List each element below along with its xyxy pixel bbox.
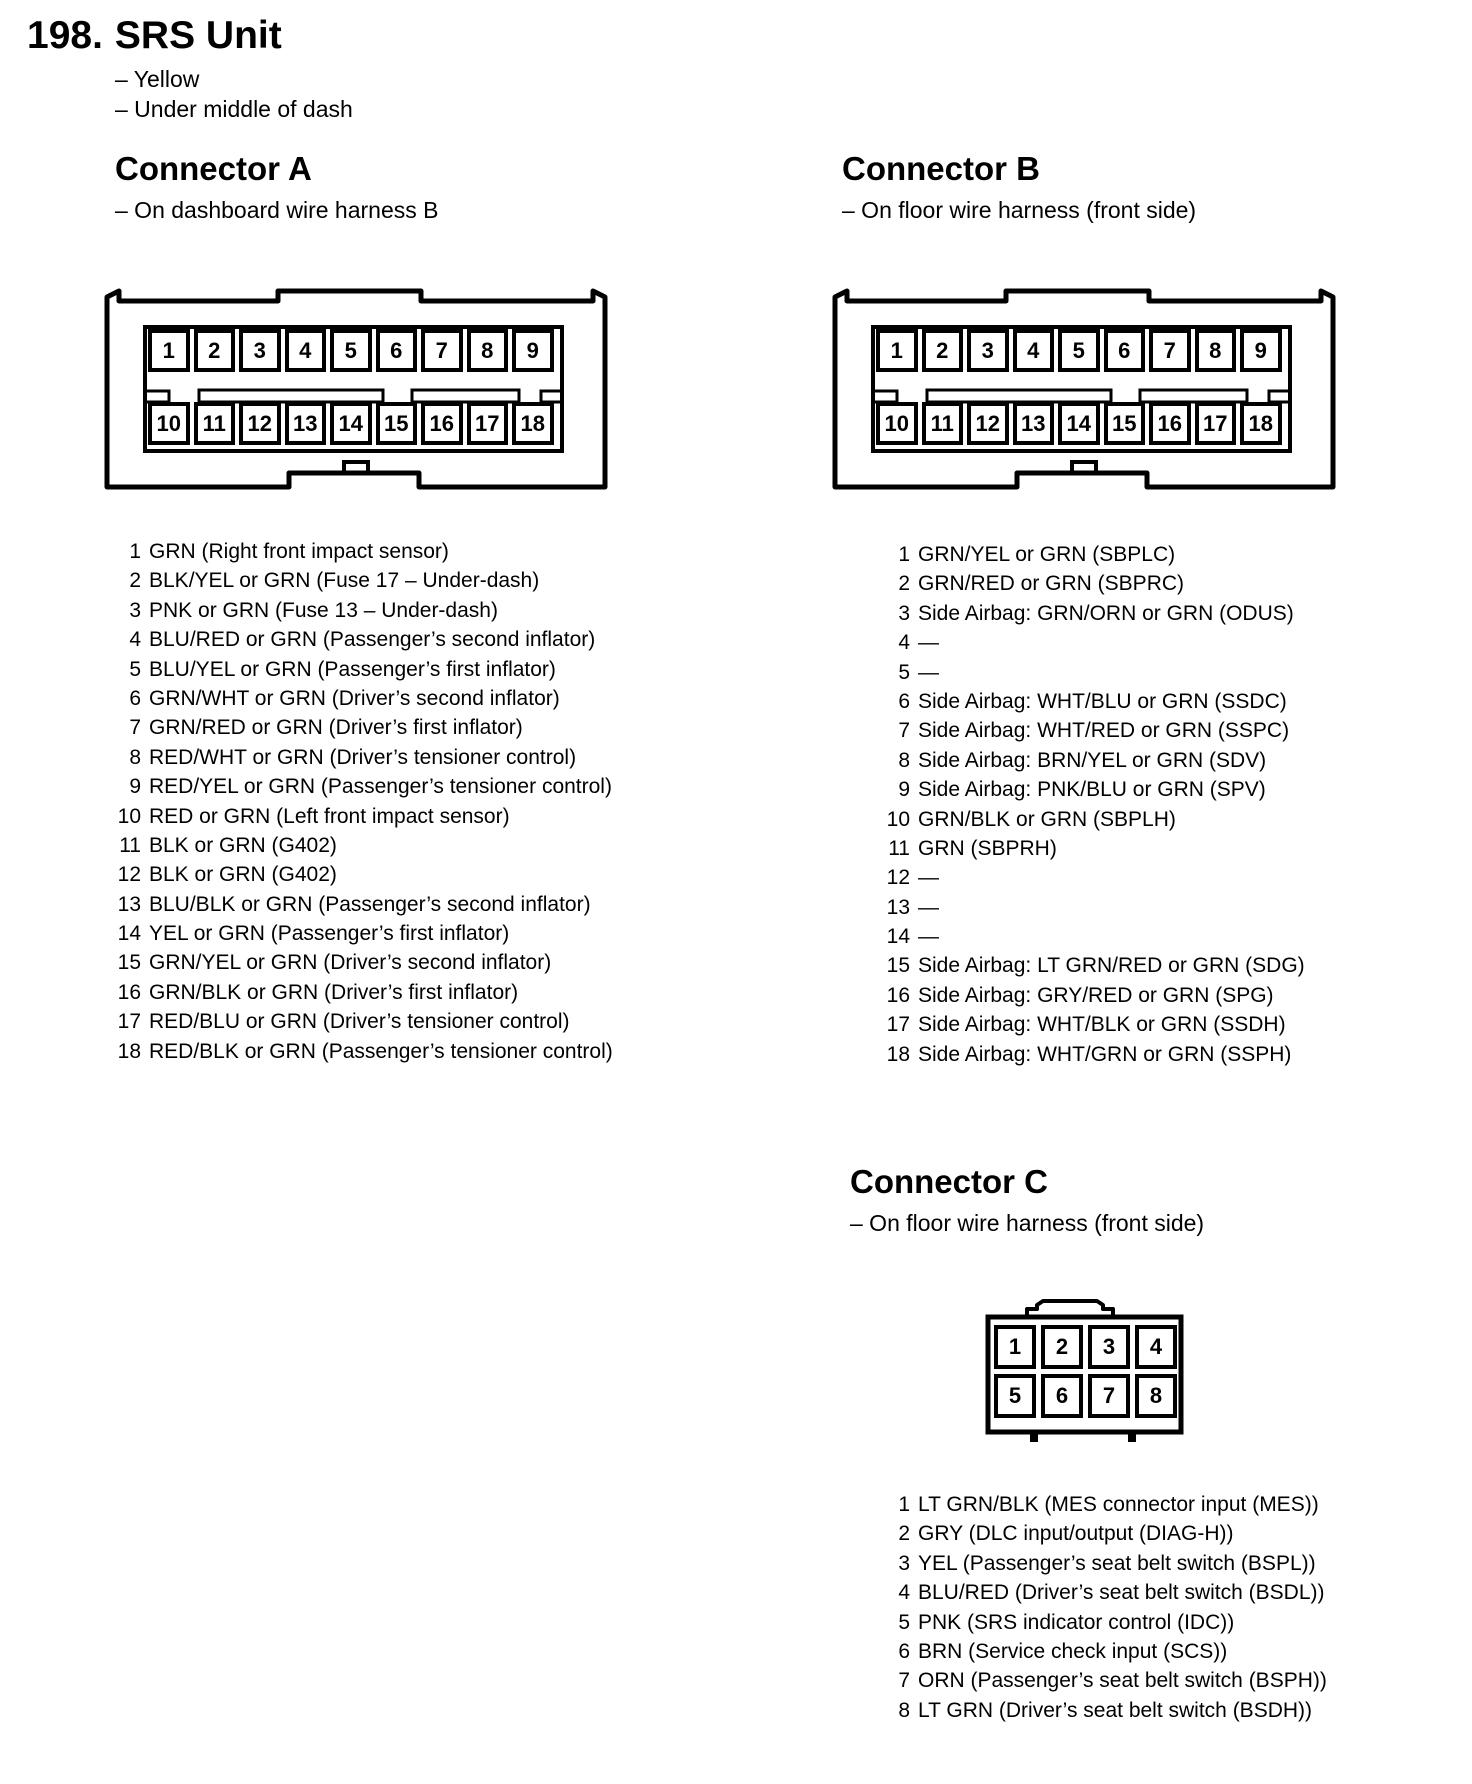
list-item: 15 Side Airbag: LT GRN/RED or GRN (SDG) xyxy=(886,954,1305,978)
list-item: 13 — xyxy=(886,895,939,919)
list-item: 15 GRN/YEL or GRN (Driver’s second inflator) xyxy=(117,951,552,975)
connector-a-pin: 16 xyxy=(421,402,463,445)
list-item: 12 BLK or GRN (G402) xyxy=(117,863,337,887)
list-item: 6 GRN/WHT or GRN (Driver’s second inflator) xyxy=(129,686,560,710)
list-item: 2 GRY (DLC input/output (DIAG-H)) xyxy=(898,1522,1234,1546)
location-note: – Under middle of dash xyxy=(115,96,353,122)
list-item: 18 Side Airbag: WHT/GRN or GRN (SSPH) xyxy=(886,1042,1292,1066)
connector-b-pin: 15 xyxy=(1104,402,1146,445)
connector-a-pin: 9 xyxy=(512,329,554,372)
list-item: 5 BLU/YEL or GRN (Passenger’s first inflator) xyxy=(129,657,556,681)
list-item: 14 — xyxy=(886,925,939,949)
list-item: 11 GRN (SBPRH) xyxy=(888,836,1057,860)
list-item: 14 YEL or GRN (Passenger’s first inflator) xyxy=(117,922,510,946)
list-item: 4 BLU/RED (Driver’s seat belt switch (BSDL)) xyxy=(898,1581,1325,1605)
list-item: 6 Side Airbag: WHT/BLU or GRN (SSDC) xyxy=(898,689,1287,713)
connector-a-pin: 17 xyxy=(467,402,509,445)
connector-a-pin: 4 xyxy=(285,329,327,372)
connector-a-pin: 2 xyxy=(194,329,236,372)
connector-b-pin: 18 xyxy=(1240,402,1282,445)
connector-a-pin: 3 xyxy=(239,329,281,372)
connector-c-pin: 2 xyxy=(1041,1325,1083,1369)
list-item: 7 ORN (Passenger’s seat belt switch (BSPH)) xyxy=(898,1669,1327,1693)
connector-b-pin: 7 xyxy=(1149,329,1191,372)
connector-a-pin: 6 xyxy=(376,329,418,372)
connector-b-pin: 2 xyxy=(922,329,964,372)
list-item: 10 RED or GRN (Left front impact sensor) xyxy=(117,804,510,828)
list-item: 2 GRN/RED or GRN (SBPRC) xyxy=(898,572,1185,596)
connector-c-pins xyxy=(994,1325,1177,1418)
connector-b-pin: 10 xyxy=(876,402,918,445)
list-item: 13 BLU/BLK or GRN (Passenger’s second inflator) xyxy=(117,892,591,916)
connector-b-pin: 17 xyxy=(1195,402,1237,445)
list-item: 4 — xyxy=(898,631,939,655)
list-item: 5 PNK (SRS indicator control (IDC)) xyxy=(898,1610,1235,1634)
connector-b-pin: 5 xyxy=(1058,329,1100,372)
connector-b-pin: 1 xyxy=(876,329,918,372)
list-item: 10 GRN/BLK or GRN (SBPLH) xyxy=(886,807,1176,831)
connector-c-pin: 1 xyxy=(994,1325,1036,1369)
connector-c-pin: 5 xyxy=(994,1374,1036,1418)
connector-b-diagram xyxy=(831,287,1341,492)
list-item: 18 RED/BLK or GRN (Passenger’s tensioner control) xyxy=(117,1039,613,1063)
list-item: 8 RED/WHT or GRN (Driver’s tensioner control) xyxy=(129,745,577,769)
connector-b-pin: 9 xyxy=(1240,329,1282,372)
list-item: 16 GRN/BLK or GRN (Driver’s first inflator) xyxy=(117,980,519,1004)
list-item: 2 BLK/YEL or GRN (Fuse 17 – Under-dash) xyxy=(129,569,540,593)
connector-a-pin: 14 xyxy=(330,402,372,445)
connector-b-pin: 4 xyxy=(1013,329,1055,372)
connector-b-pin: 16 xyxy=(1149,402,1191,445)
connector-c-title: Connector C xyxy=(850,1163,1048,1200)
connector-a-pin: 5 xyxy=(330,329,372,372)
connector-a-pinout xyxy=(108,537,613,1066)
connector-c-pin: 4 xyxy=(1135,1325,1177,1369)
list-item: 9 RED/YEL or GRN (Passenger’s tensioner control) xyxy=(129,775,612,799)
connector-b-pinout xyxy=(877,540,1305,1069)
connector-c-pin: 6 xyxy=(1041,1374,1083,1418)
connector-a-pin: 12 xyxy=(239,402,281,445)
connector-a-pin: 10 xyxy=(148,402,190,445)
list-item: 7 GRN/RED or GRN (Driver’s first inflator) xyxy=(129,716,523,740)
connector-a-pins xyxy=(148,329,554,445)
connector-a-pin: 7 xyxy=(421,329,463,372)
list-item: 4 BLU/RED or GRN (Passenger’s second inflator) xyxy=(129,628,596,652)
list-item: 6 BRN (Service check input (SCS)) xyxy=(898,1639,1228,1663)
connector-b-pin: 14 xyxy=(1058,402,1100,445)
section-title: SRS Unit xyxy=(114,14,282,57)
page-title xyxy=(27,14,282,58)
connector-a-pin: 11 xyxy=(194,402,236,445)
connector-c-pin: 8 xyxy=(1135,1374,1177,1418)
connector-b-pin: 3 xyxy=(967,329,1009,372)
connector-c-pin: 3 xyxy=(1088,1325,1130,1369)
list-item: 8 LT GRN (Driver’s seat belt switch (BSDH)) xyxy=(898,1698,1313,1722)
connector-b-pin: 8 xyxy=(1195,329,1237,372)
list-item: 12 — xyxy=(886,866,939,890)
connector-b-pins xyxy=(876,329,1282,445)
connector-a-pin: 15 xyxy=(376,402,418,445)
connector-a-pin: 8 xyxy=(467,329,509,372)
connector-a-pin: 18 xyxy=(512,402,554,445)
connector-b-title: Connector B xyxy=(842,150,1040,187)
list-item: 9 Side Airbag: PNK/BLU or GRN (SPV) xyxy=(898,778,1266,802)
connector-b-pin: 11 xyxy=(922,402,964,445)
list-item: 3 YEL (Passenger’s seat belt switch (BSPL)) xyxy=(898,1551,1316,1575)
list-item: 7 Side Airbag: WHT/RED or GRN (SSPC) xyxy=(898,719,1290,743)
connector-c-diagram xyxy=(985,1287,1185,1447)
connector-a-diagram xyxy=(103,287,613,492)
list-item: 3 Side Airbag: GRN/ORN or GRN (ODUS) xyxy=(898,601,1294,625)
connector-a-pin: 1 xyxy=(148,329,190,372)
list-item: 8 Side Airbag: BRN/YEL or GRN (SDV) xyxy=(898,748,1267,772)
list-item: 17 RED/BLU or GRN (Driver’s tensioner control) xyxy=(117,1010,570,1034)
connector-b-pin: 12 xyxy=(967,402,1009,445)
list-item: 3 PNK or GRN (Fuse 13 – Under-dash) xyxy=(129,598,498,622)
list-item: 1 GRN (Right front impact sensor) xyxy=(129,540,449,563)
connector-a-title: Connector A xyxy=(115,150,312,187)
color-note: – Yellow xyxy=(115,66,200,92)
connector-b-pin: 13 xyxy=(1013,402,1055,445)
connector-a-location: – On dashboard wire harness B xyxy=(115,197,439,223)
list-item: 11 BLK or GRN (G402) xyxy=(119,833,337,857)
connector-c-location: – On floor wire harness (front side) xyxy=(850,1210,1205,1236)
section-number: 198. xyxy=(27,14,103,57)
connector-b-pin: 6 xyxy=(1104,329,1146,372)
list-item: 1 GRN/YEL or GRN (SBPLC) xyxy=(898,543,1176,566)
list-item: 1 LT GRN/BLK (MES connector input (MES)) xyxy=(898,1493,1319,1516)
list-item: 16 Side Airbag: GRY/RED or GRN (SPG) xyxy=(886,983,1274,1007)
list-item: 5 — xyxy=(898,660,939,684)
connector-a-pin: 13 xyxy=(285,402,327,445)
connector-b-location: – On floor wire harness (front side) xyxy=(842,197,1197,223)
connector-c-pin: 7 xyxy=(1088,1374,1130,1418)
list-item: 17 Side Airbag: WHT/BLK or GRN (SSDH) xyxy=(886,1013,1286,1037)
connector-c-pinout xyxy=(877,1490,1327,1725)
